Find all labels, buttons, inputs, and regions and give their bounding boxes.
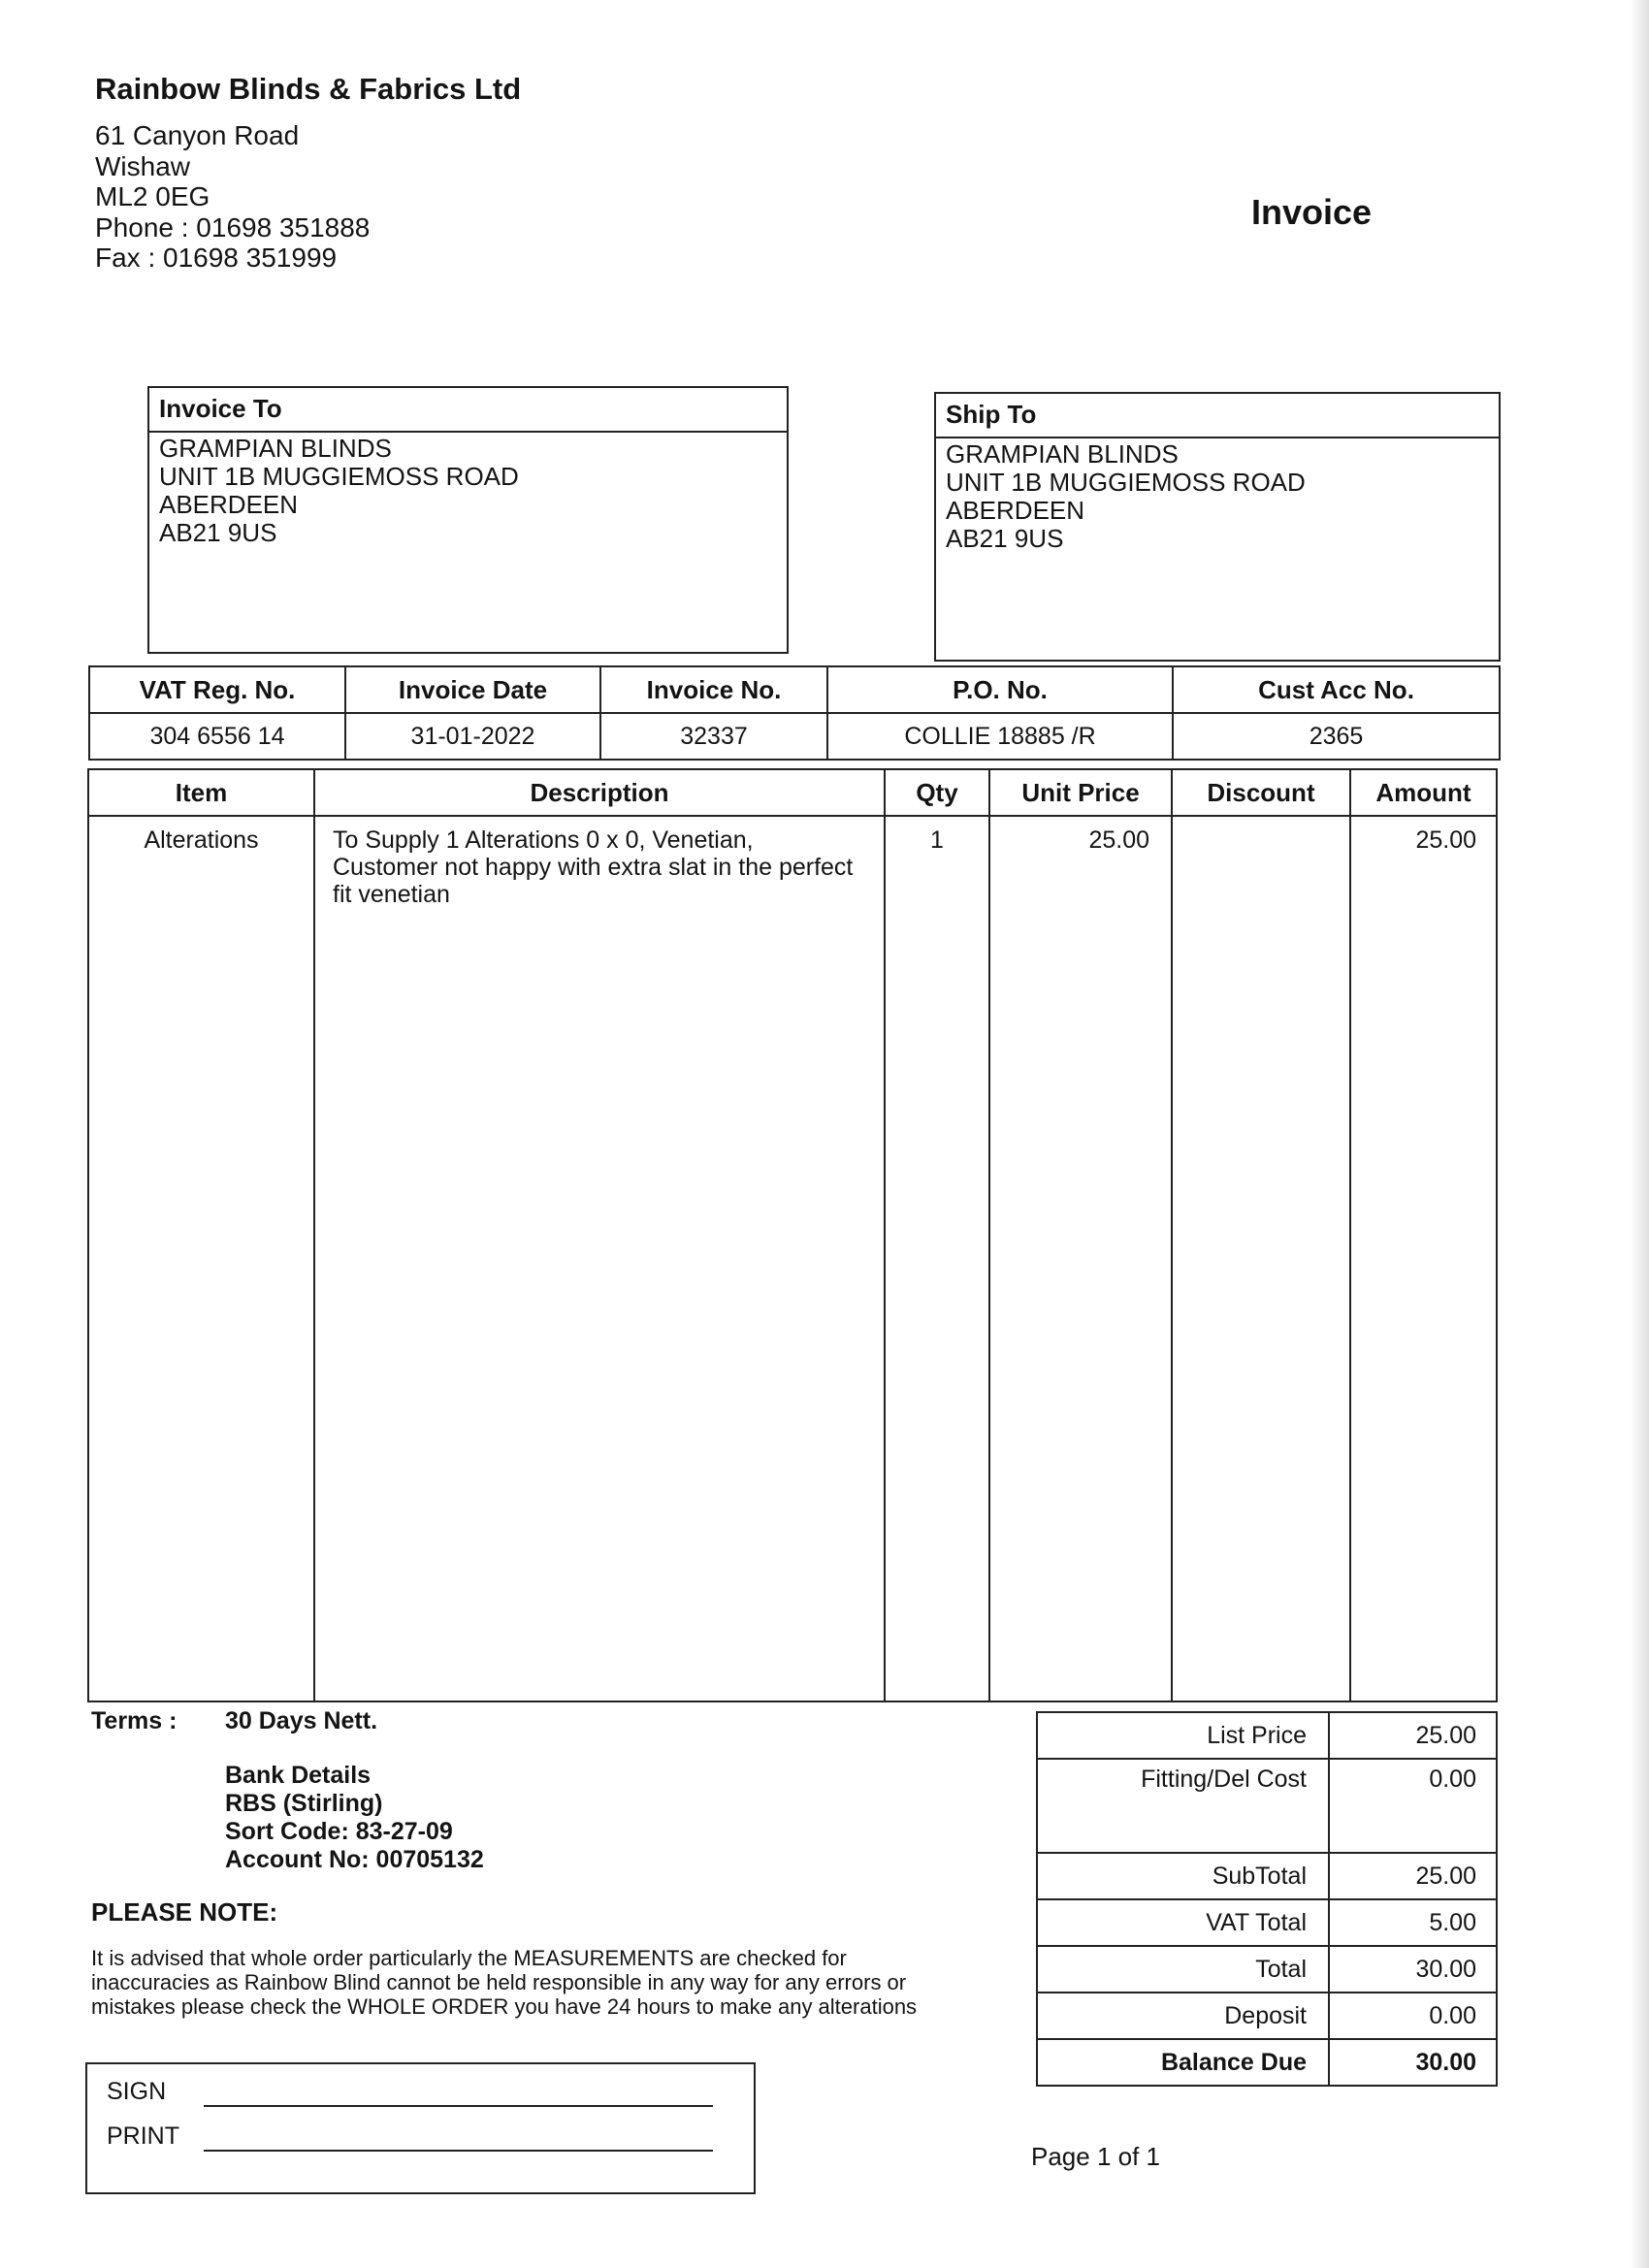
list-price-label: List Price [1037,1712,1329,1759]
invoice-to-line: UNIT 1B MUGGIEMOSS ROAD [159,462,519,491]
line-items-header-row [88,769,1497,816]
signature-box [85,2062,756,2194]
company-address-line: ML2 0EG [95,181,210,211]
table-row [88,816,1497,1701]
item-cell: Alterations [88,816,314,1701]
invoice-info-table [88,665,1501,761]
sign-label: SIGN [107,2078,167,2105]
scan-edge-shadow [1630,0,1649,2268]
please-note-text [91,1946,1003,2019]
bank-details [225,1762,484,1874]
document-title: Invoice [1251,192,1373,232]
invoice-date-header: Invoice Date [345,666,600,713]
print-line[interactable] [204,2150,713,2152]
totals-table [1036,1711,1498,2087]
invoice-number-value: 32337 [600,713,827,760]
totals-row [1037,1712,1497,1759]
terms-label: Terms : [91,1707,178,1734]
bank-details-heading: Bank Details [225,1762,372,1789]
unit-price-cell: 25.00 [989,816,1172,1701]
invoice-to-address [149,433,787,549]
line-items-table [87,768,1498,1702]
bank-name: RBS (Stirling) [225,1790,383,1817]
unit-price-header: Unit Price [989,769,1172,816]
ship-to-heading: Ship To [936,394,1499,438]
list-price-value: 25.00 [1329,1712,1497,1759]
qty-cell: 1 [885,816,989,1701]
vat-total-label: VAT Total [1037,1899,1329,1946]
total-label: Total [1037,1946,1329,1993]
ship-to-address [936,438,1499,555]
ship-to-box [934,392,1501,662]
note-line: mistakes please check the WHOLE ORDER you have 24 hours to make any alterations [91,1994,918,2019]
qty-header: Qty [885,769,989,816]
discount-header: Discount [1172,769,1350,816]
please-note-title: PLEASE NOTE: [91,1897,278,1927]
totals-row [1037,1946,1497,1993]
cust-acc-header: Cust Acc No. [1173,666,1500,713]
terms-value: 30 Days Nett. [225,1707,378,1734]
invoice-to-line: GRAMPIAN BLINDS [159,434,392,463]
company-fax: Fax : 01698 351999 [95,243,338,273]
company-address-line: 61 Canyon Road [95,120,300,150]
discount-cell [1172,816,1350,1701]
ship-to-line: AB21 9US [946,524,1064,553]
company-address [95,120,370,274]
invoice-info-header-row [89,666,1500,713]
totals-row [1037,1899,1497,1946]
description-line: fit venetian [333,881,450,908]
invoice-to-line: ABERDEEN [159,490,299,519]
deposit-label: Deposit [1037,1993,1329,2039]
print-label: PRINT [107,2122,179,2150]
description-header: Description [314,769,885,816]
subtotal-value: 25.00 [1329,1853,1497,1899]
description-line: To Supply 1 Alterations 0 x 0, Venetian, [333,826,754,854]
account-number: Account No: 00705132 [225,1846,484,1873]
company-address-line: Wishaw [95,150,191,181]
invoice-to-box [147,386,789,654]
item-header: Item [88,769,314,816]
note-line: It is advised that whole order particularly the MEASUREMENTS are checked for [91,1946,847,1970]
fitting-value: 0.00 [1329,1759,1497,1853]
invoice-info-value-row [89,713,1500,760]
company-name: Rainbow Blinds & Fabrics Ltd [95,72,522,106]
ship-to-line: GRAMPIAN BLINDS [946,439,1179,469]
subtotal-label: SubTotal [1037,1853,1329,1899]
ship-to-line: ABERDEEN [946,496,1085,525]
invoice-to-heading: Invoice To [149,388,787,433]
amount-header: Amount [1350,769,1497,816]
invoice-number-header: Invoice No. [600,666,827,713]
fitting-label: Fitting/Del Cost [1037,1759,1329,1853]
po-number-value: COLLIE 18885 /R [827,713,1173,760]
cust-acc-value: 2365 [1173,713,1500,760]
invoice-date-value: 31-01-2022 [345,713,600,760]
ship-to-line: UNIT 1B MUGGIEMOSS ROAD [946,468,1306,497]
description-line: Customer not happy with extra slat in the perfect [333,854,854,881]
vat-total-value: 5.00 [1329,1899,1497,1946]
po-number-header: P.O. No. [827,666,1173,713]
page-number: Page 1 of 1 [1031,2142,1160,2171]
vat-reg-header: VAT Reg. No. [89,666,345,713]
invoice-to-line: AB21 9US [159,518,277,547]
sign-line[interactable] [204,2105,713,2107]
vat-reg-value: 304 6556 14 [89,713,345,760]
sort-code: Sort Code: 83-27-09 [225,1818,453,1845]
deposit-value: 0.00 [1329,1993,1497,2039]
company-phone: Phone : 01698 351888 [95,211,371,243]
note-line: inaccuracies as Rainbow Blind cannot be held responsible in any way for any errors or [91,1970,907,1994]
description-cell [314,816,885,1701]
totals-row [1037,1759,1497,1853]
balance-due-label: Balance Due [1037,2039,1329,2086]
total-value: 30.00 [1329,1946,1497,1993]
totals-row [1037,1853,1497,1899]
balance-due-value: 30.00 [1329,2039,1497,2086]
totals-row [1037,1993,1497,2039]
amount-cell: 25.00 [1350,816,1497,1701]
totals-row [1037,2039,1497,2086]
